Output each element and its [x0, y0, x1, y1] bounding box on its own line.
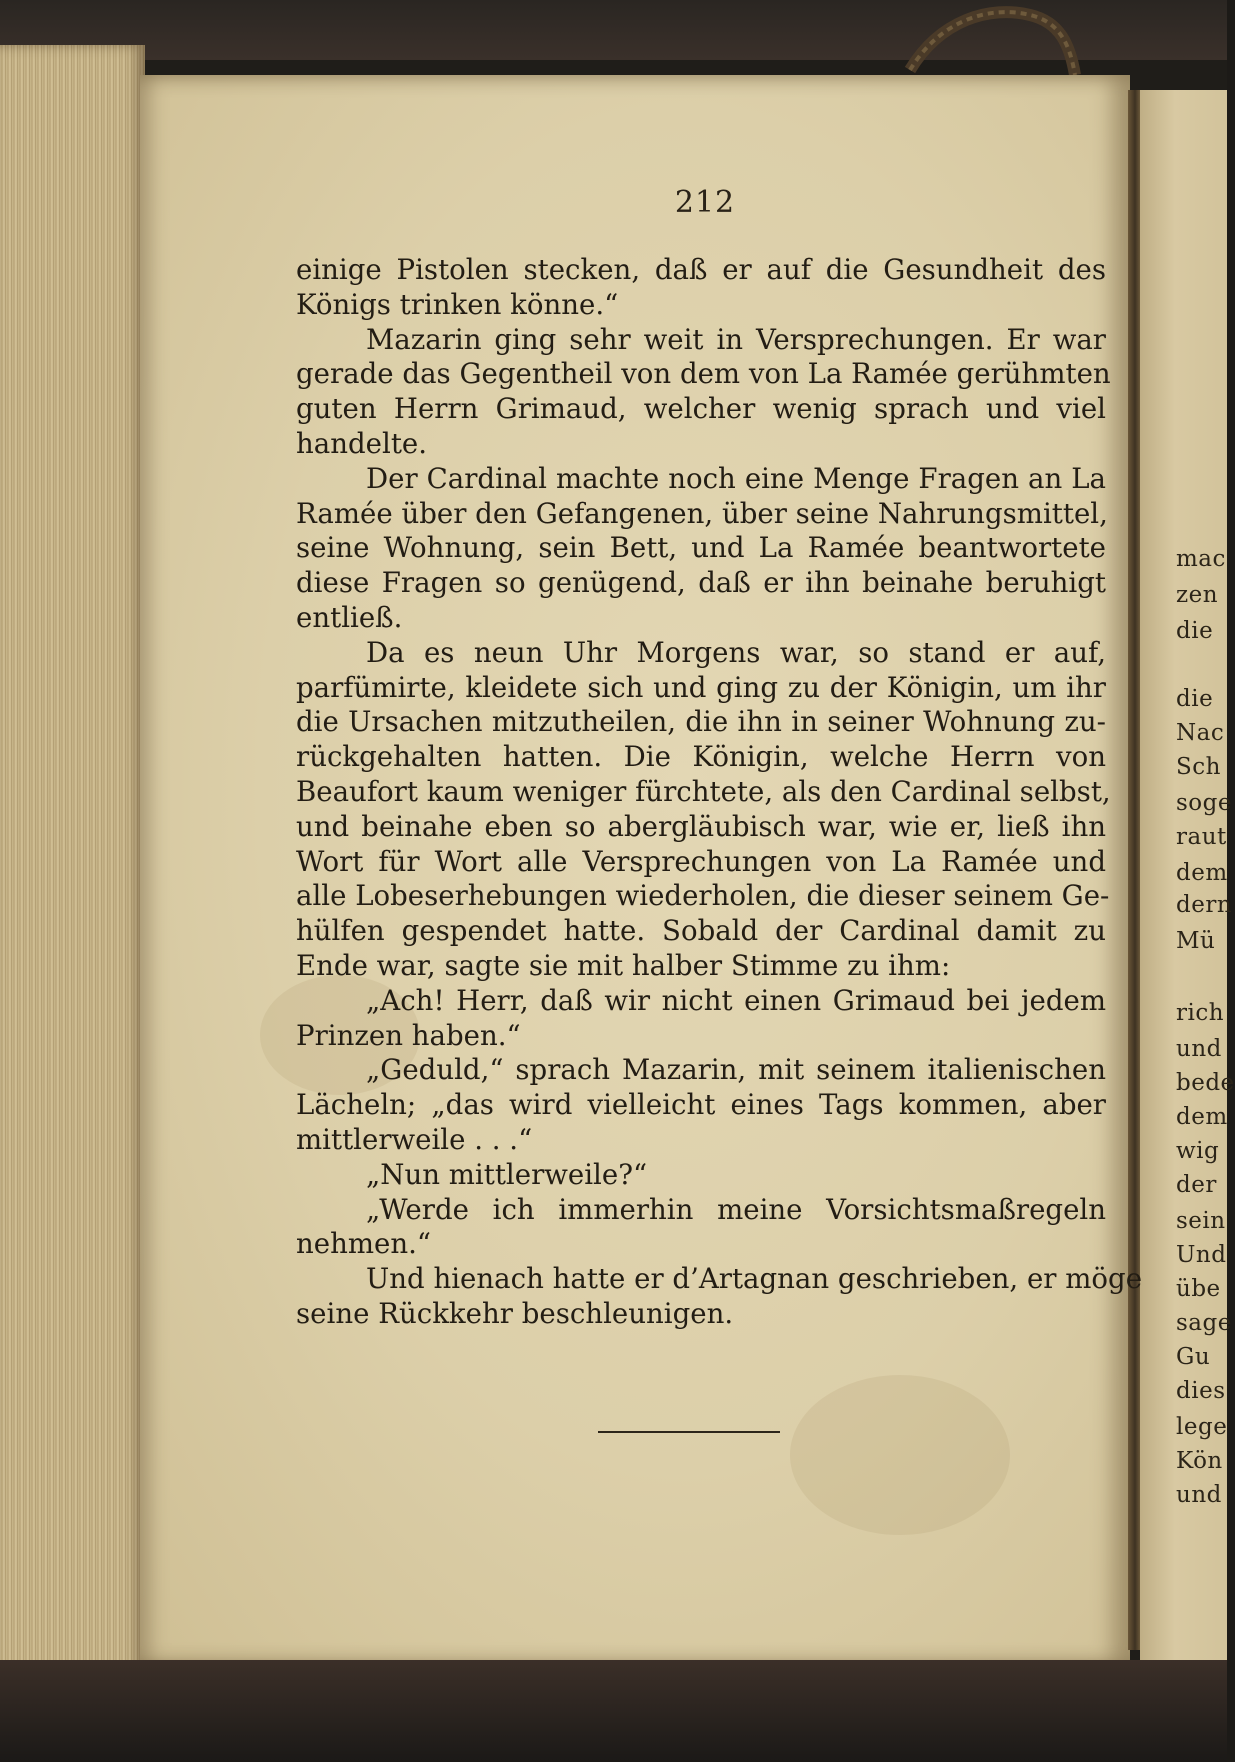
page-edges — [0, 45, 145, 1675]
text-line: Wort für Wort alle Versprechungen von La Ramée und — [296, 844, 1106, 878]
text-line: „Geduld,“ sprach Mazarin, mit seinem italienischen — [366, 1053, 1106, 1087]
page-number: 212 — [674, 185, 736, 220]
next-page-fragment: die — [1176, 686, 1214, 712]
next-page-fragment: Nac — [1176, 720, 1225, 746]
text-line: nehmen.“ — [296, 1227, 432, 1261]
text-line: Ramée über den Gefangenen, über seine Nahrungsmittel, — [296, 496, 1108, 530]
next-page-fragment: wig — [1176, 1138, 1220, 1164]
text-line: seine Rückkehr beschleunigen. — [296, 1296, 734, 1330]
text-line: diese Fragen so genügend, daß er ihn beinahe beruhigt — [296, 566, 1106, 600]
text-line: seine Wohnung, sein Bett, und La Ramée beantwortete — [296, 531, 1106, 565]
next-page-fragment: raut — [1176, 824, 1227, 850]
next-page-fragment: die — [1176, 618, 1214, 644]
text-line: Beaufort kaum weniger fürchtete, als den Cardinal selbst, — [296, 774, 1111, 808]
next-page-fragment: Gu — [1176, 1344, 1211, 1370]
text-line: „Ach! Herr, daß wir nicht einen Grimaud bei jedem — [366, 983, 1106, 1017]
next-page-fragment: dern — [1176, 892, 1233, 918]
text-line: Und hienach hatte er d’Artagnan geschrieben, er möge — [366, 1262, 1143, 1296]
next-page-fragment: mac — [1176, 546, 1226, 572]
text-line: Lächeln; „das wird vielleicht eines Tags kommen, aber — [296, 1088, 1106, 1122]
text-line: alle Lobeserhebungen wiederholen, die dieser seinem Ge- — [296, 879, 1110, 913]
text-line: entließ. — [296, 600, 403, 634]
next-page-fragment: rich — [1176, 1000, 1225, 1026]
text-line: Ende war, sagte sie mit halber Stimme zu ihm: — [296, 948, 951, 982]
next-page-fragment: soge — [1176, 790, 1232, 816]
text-line: gerade das Gegentheil von dem von La Ramée gerühmten — [296, 357, 1111, 391]
next-page-fragment: Und — [1176, 1242, 1227, 1268]
book-cover-bottom — [0, 1660, 1227, 1762]
next-page-fragment: und — [1176, 1482, 1222, 1508]
next-page-fragment: übe — [1176, 1276, 1221, 1302]
text-line: „Werde ich immerhin meine Vorsichtsmaßregeln — [366, 1192, 1106, 1226]
next-page-edge — [1140, 90, 1235, 1660]
next-page-fragment: bede — [1176, 1070, 1235, 1096]
next-page-fragment: sage — [1176, 1310, 1232, 1336]
next-page-fragment: Kön — [1176, 1448, 1223, 1474]
next-page-fragment: dies — [1176, 1378, 1226, 1404]
next-page-fragment: dem — [1176, 860, 1228, 886]
text-line: guten Herrn Grimaud, welcher wenig sprach und viel — [296, 392, 1106, 426]
text-line: einige Pistolen stecken, daß er auf die Gesundheit des — [296, 253, 1106, 286]
text-line: handelte. — [296, 426, 428, 460]
next-page-fragment: Mü — [1176, 928, 1216, 954]
next-page-fragment: lege — [1176, 1414, 1228, 1440]
end-rule — [598, 1431, 780, 1433]
next-page-fragment: Sch — [1176, 754, 1221, 780]
text-line: Da es neun Uhr Morgens war, so stand er auf, — [366, 635, 1106, 669]
body-text — [296, 253, 1143, 1332]
text-line: Mazarin ging sehr weit in Versprechungen. Er war — [366, 322, 1106, 356]
next-page-fragment: zen — [1176, 582, 1219, 608]
next-page-fragment: dem — [1176, 1104, 1228, 1130]
text-line: Königs trinken könne.“ — [296, 287, 619, 321]
next-page-fragment: sein — [1176, 1208, 1226, 1234]
text-line: „Nun mittlerweile?“ — [366, 1157, 648, 1191]
next-page-fragment: und — [1176, 1036, 1222, 1062]
text-line: rückgehalten hatten. Die Königin, welche Herrn von — [296, 740, 1106, 774]
text-line: Der Cardinal machte noch eine Menge Fragen an La — [366, 461, 1106, 495]
next-page-fragment: der — [1176, 1172, 1217, 1198]
text-line: hülfen gespendet hatte. Sobald der Cardinal damit zu — [296, 914, 1106, 948]
text-line: mittlerweile . . .“ — [296, 1122, 533, 1156]
bookmark-cord — [900, 0, 1090, 80]
text-line: parfümirte, kleidete sich und ging zu der Königin, um ihr — [296, 670, 1106, 704]
text-line: die Ursachen mitzutheilen, die ihn in seiner Wohnung zu- — [296, 705, 1106, 739]
text-line: und beinahe eben so abergläubisch war, wie er, ließ ihn — [296, 809, 1106, 843]
text-line: Prinzen haben.“ — [296, 1018, 521, 1052]
